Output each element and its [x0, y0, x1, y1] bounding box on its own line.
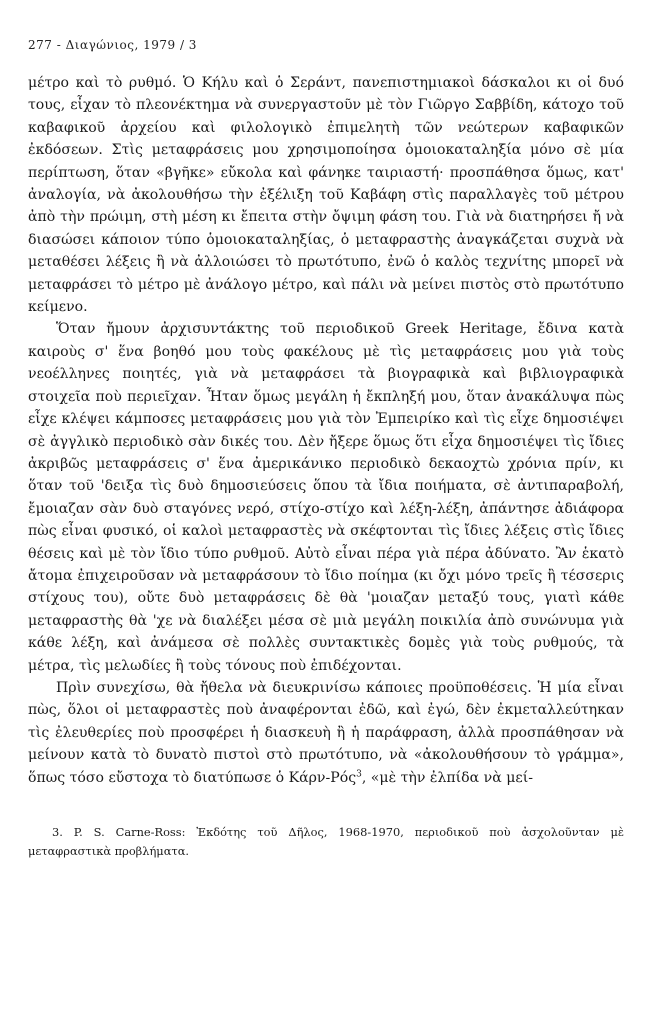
paragraph-3-text: Πρὶν συνεχίσω, θὰ ἤθελα νὰ διευκρινίσω κάποιες προϋποθέσεις. Ἡ μία εἶναι πὼς, ὅλοι οἱ μεταφραστὲς ποὺ ἀναφέρονται ἐδῶ, καὶ ἐγώ, δὲν ἐκμεταλλεύτηκαν τὶς ἐλευθερίες ποὺ προσφέρει ἡ διασκευὴ ἢ ἡ παράφραση, ἀλλὰ προσπάθησαν νὰ μείνουν κατὰ τὸ δυνατὸ πιστοὶ στὸ πρωτότυπο, νὰ «ἀκολουθήσουν τὸ γράμμα», ὅπως τόσο εὔστοχα τὸ διατύπωσε ὁ Κάρν-Ρός	[28, 679, 624, 786]
footnote: 3. P. S. Carne-Ross: Ἐκδότης τοῦ Δῆλος, 1968-1970, περιοδικοῦ ποὺ ἀσχολοῦνταν μὲ μεταφραστικὰ προβλήματα.	[28, 825, 624, 858]
document-page	[28, 38, 624, 861]
body-text	[28, 72, 624, 789]
paragraph-3-continuation: , «μὲ τὴν ἐλπίδα νὰ μεί-	[361, 769, 533, 786]
paragraph-1: μέτρο καὶ τὸ ρυθμό. Ὁ Κήλυ καὶ ὁ Σεράντ, πανεπιστημιακοὶ δάσκαλοι κι οἱ δυό τους, εἶχαν τὸ πλεονέκτημα νὰ συνεργαστοῦν μὲ τὸν Γιῶργο Σαββίδη, κάτοχο τοῦ καβαφικοῦ ἀρχείου καὶ φιλολογικὸ ἐπιμελητὴ τῶν νεώτερων καβαφικῶν ἐκδόσεων. Στὶς μεταφράσεις μου χρησιμοποίησα ὁμοιοκαταληξία μόνο σὲ μία περίπτωση, ὅταν «βγῆκε» εὔκολα καὶ φάνηκε ταιριαστή· προσπάθησα ὅμως, κατ' ἀναλογία, νὰ ἀκολουθήσω τὴν ἐξέλιξη τοῦ Καβάφη στὶς παραλλαγὲς τοῦ μέτρου ἀπὸ τὴν πρώιμη, στὴ μέση κι ἔπειτα στὴν ὄψιμη φάση του. Γιὰ νὰ διατηρήσει ἤ νὰ διασώσει κάποιον τύπο ὁμοιοκαταληξίας, ὁ μεταφραστὴς ἀναγκάζεται συχνὰ νὰ μεταθέσει λέξεις ἢ νὰ ἀλλοιώσει τὸ πρωτότυπο, ἐνῶ ὁ καλὸς τεχνίτης μπορεῖ νὰ μεταφράσει τὸ μέτρο μὲ ἀνάλογο μέτρο, καὶ πάλι νὰ μείνει πιστὸς στὸ πρωτότυπο κείμενο.	[28, 75, 624, 316]
running-head: 277 - Διαγώνιος, 1979 / 3	[28, 38, 197, 52]
paragraph-2: Ὅταν ἤμουν ἀρχισυντάκτης τοῦ περιοδικοῦ Greek Heritage, ἔδινα κατὰ καιροὺς σ' ἕνα βοηθό μου τοὺς φακέλους μὲ τὶς μεταφράσεις μου γιὰ τοὺς νεοέλληνες ποιητές, γιὰ νὰ μεταφράσει τὰ βιογραφικὰ καὶ βιβλιογραφικὰ στοιχεῖα ποὺ περιεῖχαν. Ἦταν ὅμως μεγάλη ἡ ἔκπληξή μου, ὅταν ἀνακάλυψα πὼς εἶχε κλέψει κάμποσες μεταφράσεις μου γιὰ τὸν Ἐμπειρίκο καὶ τὶς εἶχε δημοσιέψει σὲ ἀγγλικὸ περιοδικὸ σὰν δικές του. Δὲν ἤξερε ὅμως ὅτι εἶχα δημοσιέψει τὶς ἴδιες ἀκριβῶς μεταφράσεις σ' ἕνα ἀμερικάνικο περιοδικὸ δεκαοχτὼ χρόνια πρίν, κι ὅταν τοῦ 'δειξα τὶς δυὸ δημοσιεύσεις ὅπου τὰ ἴδια ποιήματα, σὲ ἀντιπαραβολή, ἔμοιαζαν σὰν δυὸ σταγόνες νερό, στίχο-στίχο καὶ λέξη-λέξη, ἀπάντησε ἀδιάφορα πὼς εἶναι φυσικό, οἱ καλοὶ μεταφραστὲς νὰ σκέφτονται τὶς ἴδιες λέξεις στὶς ἴδιες θέσεις καὶ μὲ τὸν ἴδιο τύπο ρυθμοῦ. Αὐτὸ εἶναι πέρα γιὰ πέρα ἀδύνατο. Ἂν ἑκατὸ ἄτομα ἐπιχειροῦσαν νὰ μεταφράσουν τὸ ἴδιο ποίημα (κι ὄχι μόνο τρεῖς ἢ τέσσερις στίχους του), οὔτε δυὸ μεταφράσεις δὲ θὰ 'μοιαζαν μεταξύ τους, γιατὶ κάθε μεταφραστὴς θὰ 'χε νὰ διαλέξει μέσα σὲ μιὰ μεγάλη ποικιλία ἀπὸ συνώνυμα γιὰ κάθε λέξη, καὶ ἀνάμεσα σὲ πολλὲς συντακτικὲς δομὲς γιὰ τοὺς ρυθμούς, τὰ μέτρα, τὶς μελωδίες ἢ τοὺς τόνους ποὺ ἐπιδέχονται.	[28, 321, 624, 674]
footnote-reference: 3	[356, 768, 362, 779]
paragraph-3	[28, 677, 624, 789]
